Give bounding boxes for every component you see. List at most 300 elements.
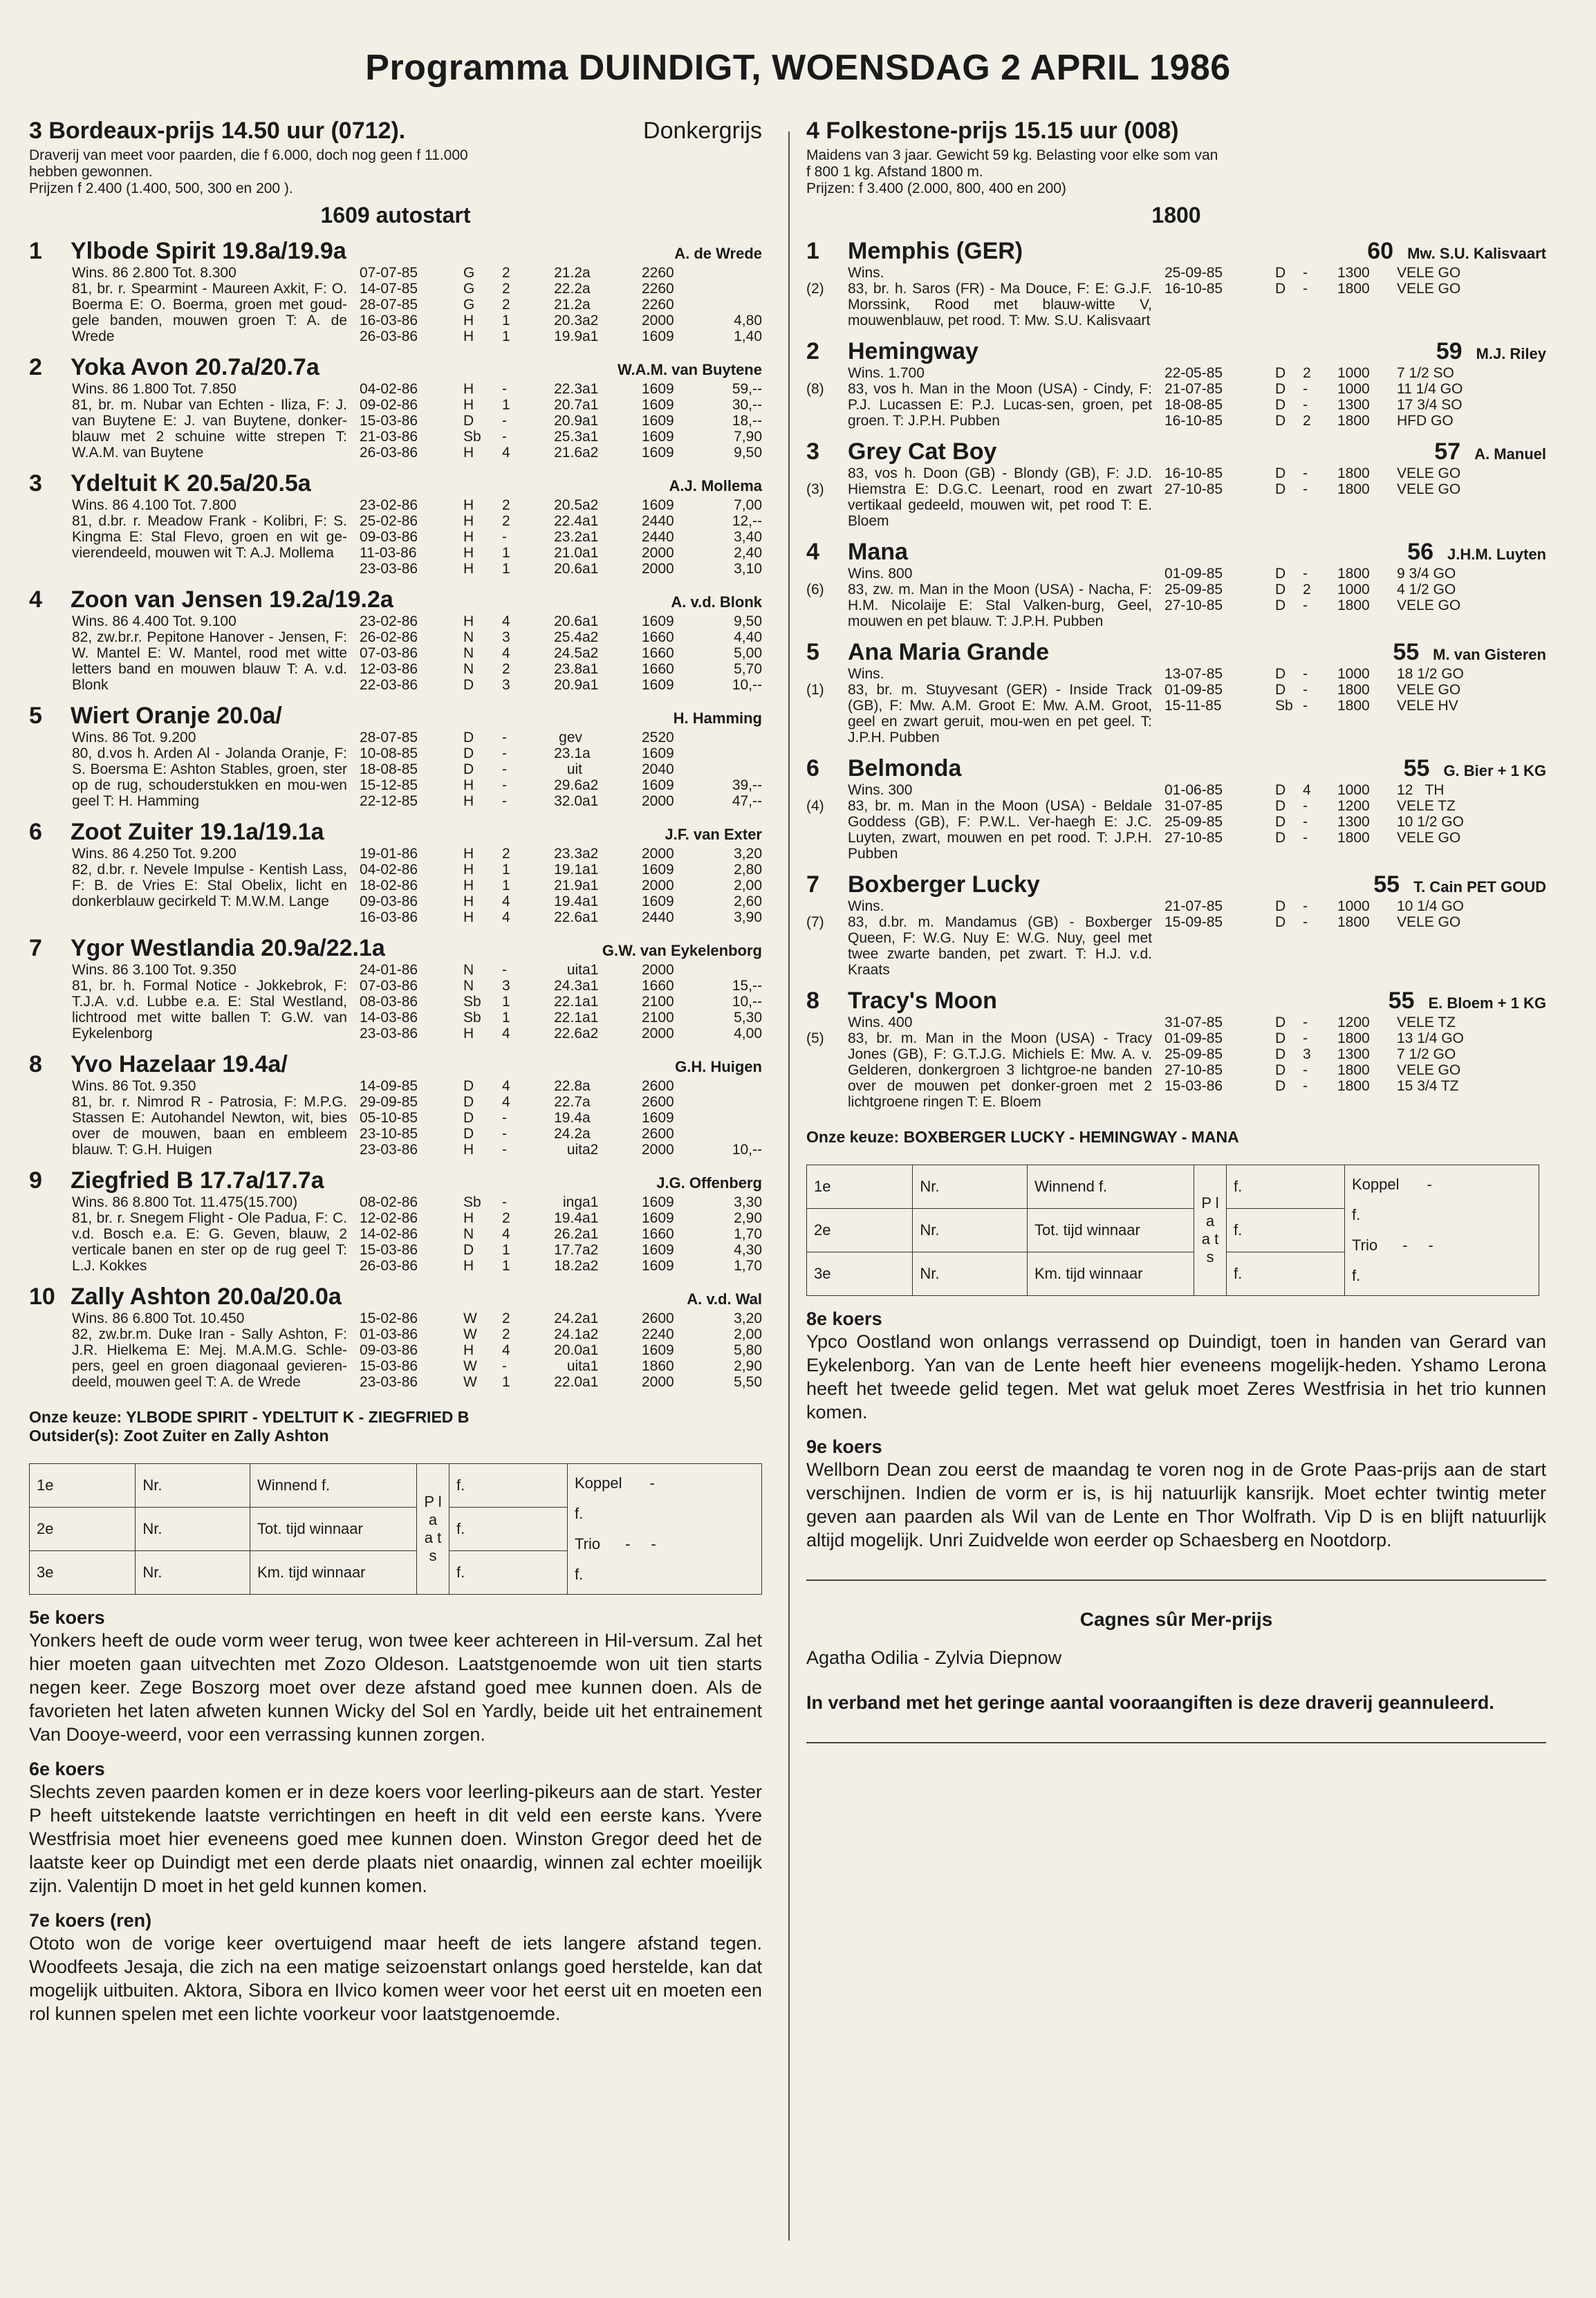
horse-wins: Wins. 800: [848, 566, 913, 582]
result-cell: 08-02-86: [360, 1194, 418, 1210]
result-cell: 07-03-86: [360, 645, 418, 661]
result-cell: N: [463, 661, 474, 677]
result-row: [360, 661, 762, 677]
result-cell: a1: [582, 513, 599, 529]
result-row: [360, 994, 762, 1010]
result-cell: 32.0: [554, 793, 582, 809]
bet-rank: 2e: [30, 1508, 136, 1551]
horse-entry: [29, 470, 762, 577]
result-cell: 1300: [1337, 1046, 1370, 1062]
result-cell: 5,80: [734, 1342, 762, 1358]
result-cell: 01-06-85: [1164, 782, 1223, 798]
bet-row: [30, 1464, 762, 1508]
result-row: [360, 529, 762, 545]
result-cell: [714, 761, 762, 777]
result-cell: -: [1303, 397, 1308, 413]
result-cell: 23-03-86: [360, 1142, 418, 1158]
result-cell: 16-03-86: [360, 313, 418, 328]
result-row: [360, 878, 762, 893]
horse-entry: [29, 1167, 762, 1274]
result-cell: a1: [582, 1342, 599, 1358]
result-cell: VELE GO: [1397, 481, 1461, 497]
result-cell: 26-02-86: [360, 629, 418, 645]
result-cell: [714, 281, 762, 297]
result-cell: 09-02-86: [360, 397, 418, 413]
horse-info: 83, vos h. Man in the Moon (USA) - Cindy, F: P.J. Lucassen E: P.J. Lucas-sen, groen, pet groen. T: J.P.H. Pubben: [848, 381, 1152, 429]
result-cell: 4: [502, 909, 510, 925]
result-row: [1164, 1014, 1546, 1030]
dash: -: [1427, 1176, 1432, 1193]
result-cell: D: [463, 1110, 474, 1126]
result-cell: H: [463, 497, 474, 513]
horse-number: 4: [806, 539, 819, 565]
result-row: [360, 1010, 762, 1026]
horse-description: [72, 381, 347, 461]
result-cell: a2: [582, 1142, 599, 1158]
result-cell: 1: [502, 561, 510, 577]
result-cell: 1: [502, 545, 510, 561]
result-cell: 23-02-86: [360, 613, 418, 629]
horse-wins: Wins. 86 4.400 Tot. 9.100: [72, 613, 236, 629]
result-cell: -: [1303, 682, 1308, 698]
result-cell: H: [463, 893, 474, 909]
result-cell: a2: [582, 846, 599, 862]
result-cell: 1660: [642, 978, 674, 994]
result-cell: -: [1303, 481, 1308, 497]
bet-plaats: P l a a t s: [1194, 1165, 1227, 1296]
horse-wins: Wins. 86 3.100 Tot. 9.350: [72, 962, 236, 978]
result-cell: 13-07-85: [1164, 666, 1223, 682]
result-cell: 04-02-86: [360, 381, 418, 397]
result-cell: 4: [502, 1226, 510, 1242]
result-cell: 07-03-86: [360, 978, 418, 994]
result-cell: 19.4: [554, 893, 582, 909]
result-cell: 2: [502, 1310, 510, 1326]
horse-description: [848, 1014, 1152, 1110]
trio-label: Trio: [1352, 1236, 1378, 1254]
result-cell: [714, 1078, 762, 1094]
result-row: [360, 1210, 762, 1226]
result-cell: D: [463, 1078, 474, 1094]
horse-results: [360, 613, 762, 693]
result-cell: uit: [566, 1142, 582, 1158]
race-previews: [806, 1308, 1546, 1552]
result-cell: -: [502, 761, 507, 777]
horse-name: Zoot Zuiter 19.1a/19.1a: [71, 819, 324, 845]
result-cell: 23-03-86: [360, 1374, 418, 1390]
result-cell: 24-01-86: [360, 962, 418, 978]
horse-name: Memphis (GER): [848, 238, 1023, 264]
result-cell: 1800: [1337, 914, 1370, 930]
race-4-conditions: [806, 147, 1546, 197]
result-cell: 23.1: [554, 745, 582, 761]
result-cell: 15-09-85: [1164, 914, 1223, 930]
horse-header: [806, 871, 1546, 898]
result-cell: D: [463, 677, 474, 693]
horse-description: [72, 1194, 347, 1274]
result-cell: 27-10-85: [1164, 830, 1223, 846]
horse-body: [72, 1078, 762, 1158]
horse-number: 7: [806, 871, 819, 898]
horse-driver: J.G. Offenberg: [656, 1174, 762, 1192]
result-cell: a1: [582, 1374, 599, 1390]
horse-description: [848, 465, 1152, 529]
result-row: [360, 1142, 762, 1158]
result-cell: 16-10-85: [1164, 413, 1223, 429]
horse-results: [360, 497, 762, 577]
preview-text: Ototo won de vorige keer overtuigend maar heeft de iets langere afstand tegen. Woodfeets Jesaja, die zich na een matige seizoenstart onlangs goed herstelde, kan dat mogelijk uitbuiten. Aktora, Sibora en Ilvico komen weer voor het eerst uit en moeten een rol kunnen spelen met een lichte voorkeur voor laatstgenoemde.: [29, 1933, 762, 2024]
result-cell: 2600: [642, 1078, 674, 1094]
horse-body: [806, 465, 1546, 529]
result-row: [1164, 682, 1546, 698]
horse-name: Yoka Avon 20.7a/20.7a: [71, 354, 319, 380]
bet-form: [29, 1463, 762, 1595]
result-cell: 2,90: [734, 1210, 762, 1226]
result-row: [360, 1258, 762, 1274]
horse-results: [360, 265, 762, 344]
result-cell: 1800: [1337, 566, 1370, 582]
horse-header: [29, 703, 762, 730]
preview-section: [29, 1759, 762, 1898]
result-row: [1164, 281, 1546, 297]
result-cell: a: [582, 1126, 591, 1142]
koppel-label: Koppel: [1352, 1176, 1400, 1193]
result-cell: [714, 745, 762, 761]
horse-name: Ygor Westlandia 20.9a/22.1a: [71, 935, 385, 961]
result-cell: H: [463, 1142, 474, 1158]
result-cell: 24.2: [554, 1126, 582, 1142]
result-cell: 2: [502, 513, 510, 529]
result-cell: 2000: [642, 1026, 674, 1041]
result-cell: 4: [502, 893, 510, 909]
race-4-title: 4 Folkestone-prijs 15.15 uur (008): [806, 118, 1179, 144]
result-cell: 1609: [642, 497, 674, 513]
result-cell: 2: [1303, 582, 1311, 597]
result-cell: 1660: [642, 661, 674, 677]
horse-number: 8: [29, 1051, 42, 1077]
horse-wins: Wins. 300: [848, 782, 913, 798]
preview-section: [29, 1607, 762, 1746]
result-row: [1164, 898, 1546, 914]
horse-body: [72, 613, 762, 693]
cagnes-note: In verband met het geringe aantal vooraangiften is deze draverij geannuleerd.: [806, 1692, 1494, 1713]
horse-jockey: M.J. Riley: [1476, 345, 1546, 362]
bet-label: Winnend f.: [250, 1464, 417, 1508]
result-row: [360, 1126, 762, 1142]
preview-heading: 9e koers: [806, 1436, 882, 1457]
horse-header: [29, 238, 762, 265]
cond-line: f 800 1 kg. Afstand 1800 m.: [806, 164, 983, 180]
result-cell: 1609: [642, 893, 674, 909]
bet-rank: 1e: [30, 1464, 136, 1508]
result-cell: Sb: [463, 429, 481, 445]
result-cell: -: [1303, 698, 1308, 714]
result-cell: a2: [582, 313, 599, 328]
result-cell: -: [1303, 1014, 1308, 1030]
koppel-label: Koppel: [575, 1474, 622, 1492]
result-cell: 2,40: [734, 545, 762, 561]
result-cell: 1: [502, 1258, 510, 1274]
result-cell: 15 3/4 TZ: [1397, 1078, 1459, 1094]
result-row: [360, 297, 762, 313]
result-cell: 10 1/2 GO: [1397, 814, 1464, 830]
result-cell: 23.8: [554, 661, 582, 677]
result-row: [360, 730, 762, 745]
horse-info: 81, br. r. Spearmint - Maureen Axkit, F: O. Boerma E: O. Boerma, groen met goud-gele banden, mouwen groen T: A. de Wrede: [72, 281, 347, 344]
horse-info: 83, vos h. Doon (GB) - Blondy (GB), F: J.D. Hiemstra E: D.G.C. Leenart, rood en zwart vertikaal gedeeld, mouwen wit, pet rood T: E. Bloem: [848, 465, 1152, 529]
horse-name: Ylbode Spirit 19.8a/19.9a: [71, 238, 346, 264]
result-row: [360, 629, 762, 645]
bet-amount: f.: [1227, 1165, 1345, 1209]
result-cell: 9,50: [734, 445, 762, 461]
result-cell: 1000: [1337, 782, 1370, 798]
result-row: [1164, 582, 1546, 597]
result-row: [1164, 914, 1546, 930]
horse-body: [72, 962, 762, 1041]
horse-entry: [806, 539, 1546, 629]
result-cell: 20.5: [554, 497, 582, 513]
horse-entry: [29, 238, 762, 344]
result-cell: D: [1275, 1030, 1286, 1046]
horse-number: 6: [806, 755, 819, 781]
result-cell: a1: [582, 1358, 599, 1374]
result-cell: D: [1275, 365, 1286, 381]
horse-description: [848, 898, 1152, 978]
horse-body: [72, 265, 762, 344]
result-cell: D: [1275, 465, 1286, 481]
result-cell: -: [1303, 666, 1308, 682]
result-cell: 19.9: [554, 328, 582, 344]
result-cell: a2: [582, 1026, 599, 1041]
result-cell: 15-03-86: [360, 1358, 418, 1374]
result-cell: uit: [566, 1358, 582, 1374]
horse-number: 2: [29, 354, 42, 380]
result-cell: 26-03-86: [360, 328, 418, 344]
result-cell: 1000: [1337, 898, 1370, 914]
race-3-pick: [29, 1408, 762, 1445]
result-cell: -: [1303, 566, 1308, 582]
result-cell: 2100: [642, 1010, 674, 1026]
preview-heading: 6e koers: [29, 1759, 105, 1779]
result-cell: 2000: [642, 878, 674, 893]
preview-section: [806, 1436, 1546, 1552]
result-cell: D: [1275, 481, 1286, 497]
result-cell: 24.1: [554, 1326, 582, 1342]
horse-info: 81, br. h. Formal Notice - Jokkebrok, F: T.J.A. v.d. Lubbe e.a. E: Stal Westland, lichtrood met witte ballen T: G.W. van Eykelenborg: [72, 978, 347, 1041]
horse-wins: Wins. 400: [848, 1014, 913, 1030]
result-cell: 2000: [642, 1142, 674, 1158]
horse-results: [1164, 566, 1546, 629]
result-cell: H: [463, 1258, 474, 1274]
result-cell: 1609: [642, 613, 674, 629]
post-position: (1): [806, 682, 824, 698]
result-cell: a1: [582, 893, 599, 909]
result-cell: 15-02-86: [360, 1310, 418, 1326]
result-cell: Sb: [463, 1010, 481, 1026]
horse-driver: A. de Wrede: [674, 245, 762, 262]
result-cell: 1800: [1337, 682, 1370, 698]
result-cell: 18-02-86: [360, 878, 418, 893]
result-cell: 4: [502, 1026, 510, 1041]
horse-driver: A.J. Mollema: [669, 477, 762, 494]
result-cell: uit: [566, 962, 582, 978]
result-cell: 3: [502, 629, 510, 645]
result-cell: 5,00: [734, 645, 762, 661]
result-cell: 18.2: [554, 1258, 582, 1274]
page-title: Programma DUINDIGT, WOENSDAG 2 APRIL 1986: [365, 48, 1231, 88]
result-cell: -: [1303, 381, 1308, 397]
result-cell: 3,30: [734, 1194, 762, 1210]
result-cell: a: [582, 745, 591, 761]
result-cell: 1300: [1337, 265, 1370, 281]
result-cell: 14-09-85: [360, 1078, 418, 1094]
result-cell: a1: [582, 909, 599, 925]
result-row: [360, 429, 762, 445]
result-cell: Sb: [1275, 698, 1293, 714]
horse-number: 4: [29, 586, 42, 613]
horse-description: [848, 365, 1152, 429]
result-cell: VELE GO: [1397, 682, 1461, 698]
result-cell: 1609: [642, 777, 674, 793]
result-cell: a1: [582, 545, 599, 561]
result-cell: 9 3/4 GO: [1397, 566, 1456, 582]
result-cell: 10,--: [732, 994, 762, 1010]
horse-entry: [806, 871, 1546, 978]
horse-header: [29, 586, 762, 613]
horse-info: 82, d.br. r. Nevele Impulse - Kentish Lass, F: B. de Vries E: Stal Obelix, licht en donkerblauw gecirkeld T: M.W.M. Lange: [72, 862, 347, 909]
result-cell: 1660: [642, 1226, 674, 1242]
horse-info: 81, br. r. Nimrod R - Patrosia, F: M.P.G. Stassen E: Autohandel Newton, wit, bies over de mouwen, baan en embleem blauw. T: G.H. Huigen: [72, 1094, 347, 1158]
horse-results: [360, 381, 762, 461]
result-cell: 22-12-85: [360, 793, 418, 809]
horse-description: [72, 265, 347, 344]
result-cell: 10,--: [732, 677, 762, 693]
result-cell: -: [1303, 597, 1308, 613]
horse-entry: [806, 238, 1546, 328]
result-cell: 22.6: [554, 909, 582, 925]
preview-heading: 5e koers: [29, 1607, 105, 1628]
result-cell: 21-07-85: [1164, 381, 1223, 397]
divider: [806, 1742, 1546, 1743]
horse-number: 10: [29, 1284, 55, 1310]
result-cell: H: [463, 862, 474, 878]
result-row: [1164, 265, 1546, 281]
horse-name: Ydeltuit K 20.5a/20.5a: [71, 470, 311, 497]
result-cell: 21-03-86: [360, 429, 418, 445]
result-cell: 18 1/2 GO: [1397, 666, 1464, 682]
result-cell: 09-03-86: [360, 1342, 418, 1358]
result-cell: -: [1303, 798, 1308, 814]
horse-description: [848, 666, 1152, 745]
result-cell: D: [1275, 265, 1286, 281]
result-cell: 1609: [642, 1242, 674, 1258]
result-cell: -: [502, 777, 507, 793]
bet-nr: Nr.: [913, 1252, 1028, 1296]
result-cell: a1: [582, 429, 599, 445]
horse-results: [1164, 365, 1546, 429]
result-cell: -: [1303, 830, 1308, 846]
result-row: [360, 677, 762, 693]
result-cell: [714, 1094, 762, 1110]
horse-body: [72, 1194, 762, 1274]
horse-header: [806, 238, 1546, 265]
result-cell: 2,60: [734, 893, 762, 909]
horse-description: [72, 497, 347, 577]
result-cell: a1: [582, 994, 599, 1010]
bet-nr: Nr.: [913, 1165, 1028, 1209]
result-cell: H: [463, 545, 474, 561]
result-cell: 1: [502, 1242, 510, 1258]
result-cell: 1609: [642, 1258, 674, 1274]
result-cell: a1: [582, 397, 599, 413]
preview-text: Ypco Oostland won onlangs verrassend op Duindigt, toen in handen van Gerard van Eykelenborg. Yan van de Lente heeft hier eveneens mogelijk-heden. Yshamo Lerona heeft het tweede gelid tegen. Met wat geluk moet Zeres Westfrisia in het trio kunnen komen.: [806, 1331, 1546, 1423]
result-cell: 11 1/4 GO: [1397, 381, 1463, 397]
result-cell: 47,--: [732, 793, 762, 809]
result-cell: W: [463, 1374, 477, 1390]
result-cell: 1609: [642, 429, 674, 445]
horse-name: Ana Maria Grande: [848, 639, 1049, 665]
horse-name: Yvo Hazelaar 19.4a/: [71, 1051, 288, 1077]
result-cell: D: [463, 1094, 474, 1110]
horse-number: 3: [806, 438, 819, 465]
bet-label: Tot. tijd winnaar: [250, 1508, 417, 1551]
result-cell: 17.7: [554, 1242, 582, 1258]
trio-f: f.: [575, 1566, 584, 1583]
bet-amount: f.: [449, 1551, 568, 1595]
bet-nr: Nr.: [136, 1508, 250, 1551]
bet-label: Km. tijd winnaar: [250, 1551, 417, 1595]
result-cell: 23-02-86: [360, 497, 418, 513]
result-row: [360, 497, 762, 513]
result-cell: 1800: [1337, 1030, 1370, 1046]
result-cell: D: [1275, 397, 1286, 413]
result-row: [360, 313, 762, 328]
horse-entry: [806, 338, 1546, 429]
result-cell: 22.6: [554, 1026, 582, 1041]
result-cell: 1800: [1337, 413, 1370, 429]
result-cell: VELE HV: [1397, 698, 1458, 714]
horse-jockey: J.H.M. Luyten: [1447, 546, 1546, 563]
result-cell: 01-09-85: [1164, 566, 1223, 582]
result-cell: D: [1275, 682, 1286, 698]
horse-name: Zally Ashton 20.0a/20.0a: [71, 1284, 342, 1310]
result-cell: 4: [502, 1342, 510, 1358]
result-cell: 1609: [642, 1194, 674, 1210]
horse-wins: Wins. 1.700: [848, 365, 925, 381]
horse-number: 3: [29, 470, 42, 497]
result-cell: 13 1/4 GO: [1397, 1030, 1464, 1046]
horse-name: Boxberger Lucky: [848, 871, 1040, 898]
result-cell: 22-03-86: [360, 677, 418, 693]
result-cell: 15-03-86: [360, 1242, 418, 1258]
result-cell: a1: [582, 962, 599, 978]
horse-number: 1: [29, 238, 42, 264]
horse-description: [72, 1310, 347, 1390]
result-row: [360, 1342, 762, 1358]
bet-rank: 3e: [807, 1252, 913, 1296]
result-cell: 1800: [1337, 698, 1370, 714]
result-cell: VELE GO: [1397, 265, 1461, 281]
result-cell: 24.5: [554, 645, 582, 661]
result-cell: 4: [502, 445, 510, 461]
result-cell: 2440: [642, 513, 674, 529]
result-cell: G: [463, 265, 475, 281]
result-cell: 11-03-86: [360, 545, 417, 561]
result-cell: 2000: [642, 545, 674, 561]
horse-number: 2: [806, 338, 819, 364]
result-cell: 15-11-85: [1164, 698, 1222, 714]
result-cell: D: [1275, 1078, 1286, 1094]
